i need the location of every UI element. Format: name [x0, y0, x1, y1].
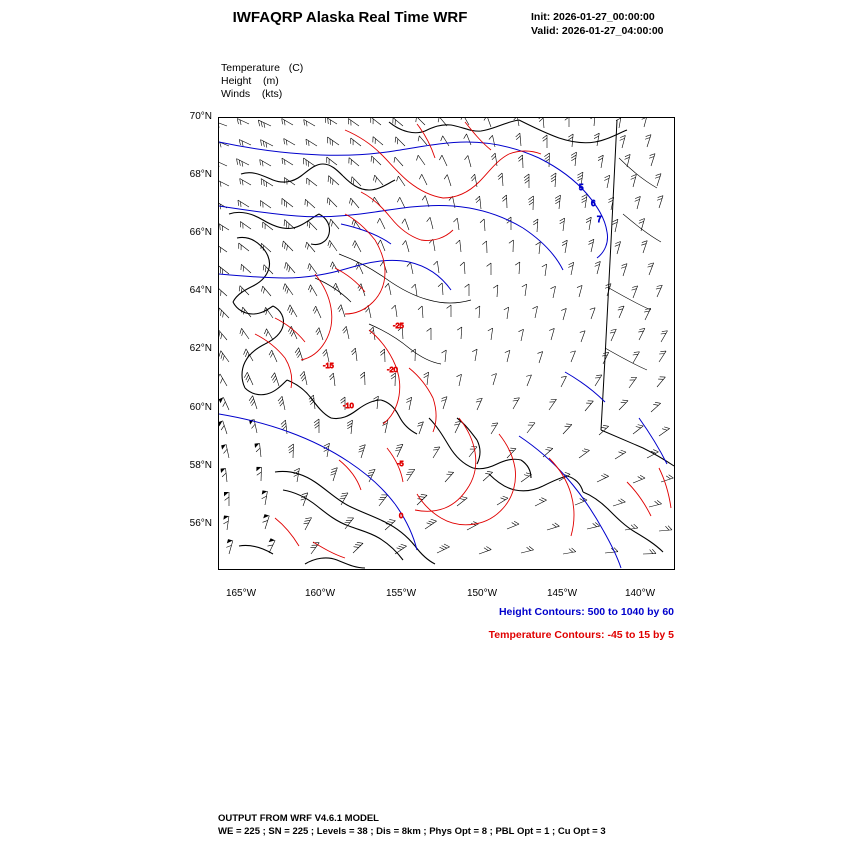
y-tick-label: 58°N	[189, 460, 212, 471]
page-title: IWFAQRP Alaska Real Time WRF	[232, 9, 468, 26]
height-contour-label: 6	[591, 199, 596, 208]
height-contour-label: 7	[597, 215, 602, 224]
temp-contour-label: -25	[393, 321, 404, 330]
y-tick-label: 68°N	[189, 169, 212, 180]
y-tick-label: 62°N	[189, 343, 212, 354]
height-contour-layer	[219, 142, 667, 568]
x-tick-label: 155°W	[385, 588, 417, 599]
x-tick-label: 145°W	[546, 588, 578, 599]
temperature-contour-layer	[255, 122, 671, 558]
x-tick-label: 140°W	[624, 588, 656, 599]
wind-barb-field	[219, 118, 673, 554]
temp-contour-label: -15	[323, 361, 334, 370]
temp-contour-label: -10	[343, 401, 354, 410]
x-tick-label: 150°W	[466, 588, 498, 599]
y-tick-label: 60°N	[189, 402, 212, 413]
units-height-label: Height (m)	[221, 75, 279, 87]
temp-contour-label: -20	[387, 365, 398, 374]
y-tick-label: 56°N	[189, 518, 212, 529]
valid-time-label: Valid: 2026-01-27_04:00:00	[531, 25, 664, 37]
map-svg	[219, 118, 674, 569]
footer-model-label: OUTPUT FROM WRF V4.6.1 MODEL	[218, 813, 379, 824]
units-winds-label: Winds (kts)	[221, 88, 283, 100]
init-time-label: Init: 2026-01-27_00:00:00	[531, 11, 655, 23]
x-tick-label: 165°W	[225, 588, 257, 599]
temp-contour-label: -5	[397, 459, 404, 468]
map-plot-area	[218, 117, 675, 570]
x-tick-label: 160°W	[304, 588, 336, 599]
temp-contour-label: 0	[399, 511, 404, 520]
y-tick-label: 64°N	[189, 285, 212, 296]
y-tick-label: 66°N	[189, 227, 212, 238]
y-tick-label: 70°N	[189, 111, 212, 122]
height-contours-legend: Height Contours: 500 to 1040 by 60	[498, 606, 674, 618]
footer-config-label: WE = 225 ; SN = 225 ; Levels = 38 ; Dis = 8km ; Phys Opt = 8 ; PBL Opt = 1 ; Cu Opt = 3	[218, 826, 606, 837]
temperature-contours-legend: Temperature Contours: -45 to 15 by 5	[488, 629, 674, 641]
units-temperature-label: Temperature (C)	[221, 62, 304, 74]
units-legend	[221, 62, 303, 101]
height-contour-label: 5	[579, 183, 584, 192]
